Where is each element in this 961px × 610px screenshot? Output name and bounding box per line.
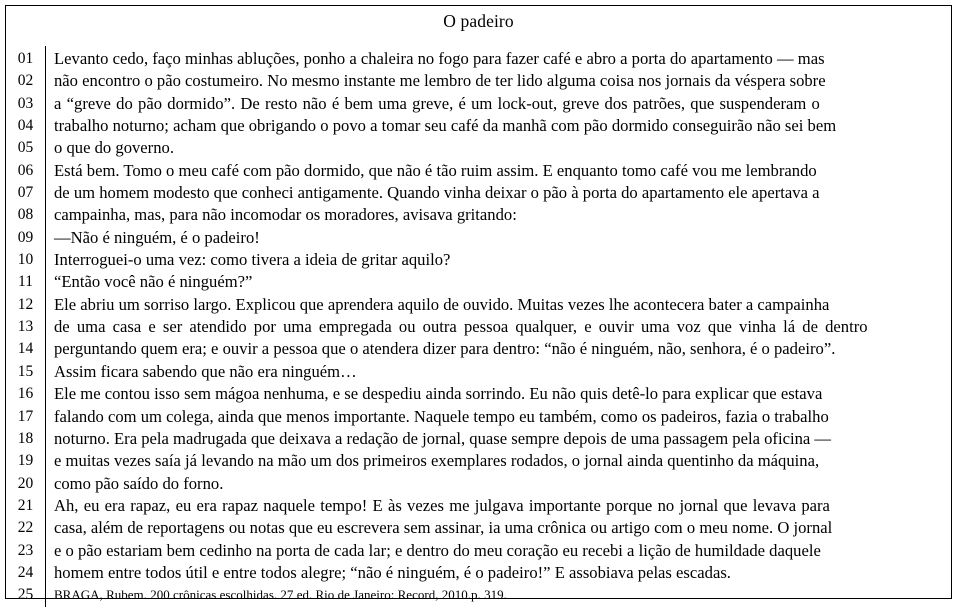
text-line: como pão saído do forno. [54, 473, 224, 493]
line-number: 01 [17, 50, 34, 67]
text-line: Assim ficara sabendo que não era ninguém… [54, 361, 357, 381]
line-number: 14 [17, 340, 34, 358]
text-line: a “greve do pão dormido”. De resto não é bem uma greve, é um lock-out, greve dos patrões, que suspenderam o [54, 93, 820, 113]
column-divider [45, 46, 46, 607]
line-number: 06 [17, 161, 34, 179]
line-number: 25 [17, 586, 34, 604]
line-number: 13 [17, 318, 34, 336]
text-line: e o pão estariam bem cedinho na porta de cada lar; e dentro do meu coração eu recebi a lição de humildade daquele [54, 540, 821, 560]
line-number: 19 [17, 452, 34, 470]
line-number: 23 [17, 541, 34, 559]
text-line: noturno. Era pela madrugada que deixava a redação de jornal, quase sempre depois de uma passagem pela oficina — [54, 428, 832, 448]
line-number: 24 [17, 563, 34, 581]
text-line: “Então você não é ninguém?” [54, 272, 253, 292]
text-line: de um homem modesto que conheci antigamente. Quando vinha deixar o pão à porta do apartamento ele apertava a [54, 183, 820, 203]
line-number: 12 [17, 295, 34, 313]
text-line: e muitas vezes saía já levando na mão um dos primeiros exemplares rodados, o jornal ainda quentinho da máquina, [54, 451, 820, 471]
text-column [45, 46, 951, 607]
line-number: 22 [17, 519, 34, 537]
line-number: 11 [18, 273, 33, 291]
text-line: Levanto cedo, faço minhas abluções, ponho a chaleira no fogo para fazer café e abro a porta do apartamento — mas [54, 49, 825, 68]
text-line: de uma casa e ser atendido por uma empregada ou outra pessoa qualquer, e ouvir uma voz que vinha lá de dentro [54, 317, 868, 337]
text-line: o que do governo. [54, 138, 174, 158]
line-number-gutter [6, 46, 45, 607]
line-number: 18 [17, 429, 34, 447]
text-body [6, 46, 951, 607]
line-number: 02 [17, 72, 34, 90]
text-line: homem entre todos útil e entre todos alegre; “não é ninguém, é o padeiro!” E assobiava pelas escadas. [54, 562, 731, 582]
line-number: 10 [17, 251, 34, 269]
text-frame [5, 5, 952, 604]
text-line: casa, além de reportagens ou notas que eu escrevera sem assinar, ia uma crônica ou artigo com o meu nome. O jornal [54, 518, 833, 538]
line-number: 04 [17, 117, 34, 135]
line-number: 05 [17, 139, 34, 157]
line-number: 08 [17, 206, 34, 224]
line-number: 03 [17, 94, 34, 112]
text-line: Está bem. Tomo o meu café com pão dormido, que não é tão ruim assim. E enquanto tomo café vou me lembrando [54, 160, 817, 180]
text-line: campainha, mas, para não incomodar os moradores, avisava gritando: [54, 205, 517, 225]
text-line: —Não é ninguém, é o padeiro! [54, 227, 260, 247]
text-line: Ele abriu um sorriso largo. Explicou que aprendera aquilo de ouvido. Muitas vezes lhe acontecera bater a campainha [54, 294, 830, 314]
line-number: 15 [17, 362, 34, 380]
line-number: 20 [17, 474, 34, 492]
text-line: Ele me contou isso sem mágoa nenhuma, e se despediu ainda sorrindo. Eu não quis detê-lo para explicar que estava [54, 384, 823, 404]
text-line: não encontro o pão costumeiro. No mesmo instante me lembro de ter lido alguma coisa nos jornais da véspera sobre [54, 71, 826, 91]
line-number: 09 [17, 228, 34, 246]
line-number: 21 [17, 496, 34, 514]
line-number: 16 [17, 385, 34, 403]
text-line: Interroguei-o uma vez: como tivera a ideia de gritar aquilo? [54, 250, 451, 270]
line-number: 17 [17, 407, 34, 425]
source-citation: BRAGA, Rubem. 200 crônicas escolhidas. 27 ed. Rio de Janeiro: Record, 2010.p. 319. [54, 587, 507, 603]
title-band [6, 6, 951, 46]
text-line: trabalho noturno; acham que obrigando o povo a tomar seu café da manhã com pão dormido conseguirão não sei bem [54, 116, 837, 136]
line-number: 07 [17, 184, 34, 202]
text-line: falando com um colega, ainda que menos importante. Naquele tempo eu também, como os padeiros, fazia o trabalho [54, 406, 829, 426]
text-line: Ah, eu era rapaz, eu era rapaz naquele tempo! E às vezes me julgava importante porque no jornal que levava para [54, 495, 830, 515]
text-line: perguntando quem era; e ouvir a pessoa que o atendera dizer para dentro: “não é ninguém, não, senhora, é o padeiro”. [54, 339, 836, 359]
page-title: O padeiro [443, 11, 514, 31]
